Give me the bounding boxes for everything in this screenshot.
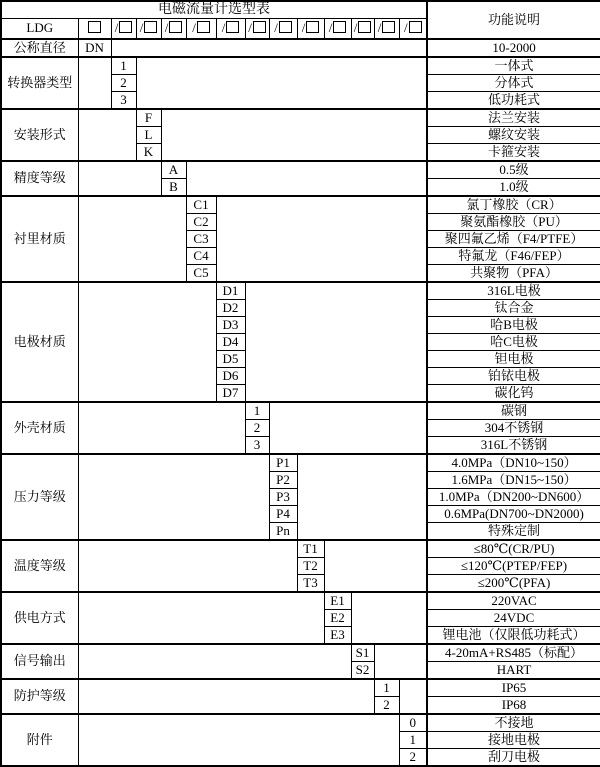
option-code: F — [136, 109, 161, 127]
option-code: 1 — [399, 731, 427, 748]
digit-box-icon — [119, 21, 132, 33]
digit-box-icon — [226, 21, 239, 33]
option-desc: 24VDC — [427, 609, 600, 626]
option-desc: 哈C电极 — [427, 333, 600, 350]
filler — [78, 402, 245, 454]
model-prefix-label: LDG — [1, 19, 78, 39]
option-desc: 钽电极 — [427, 350, 600, 367]
option-code: 3 — [245, 436, 269, 454]
model-digit-slot: / — [136, 19, 161, 39]
option-code: A — [161, 161, 186, 179]
option-desc: 4-20mA+RS485（标配） — [427, 644, 600, 662]
digit-box-icon — [279, 21, 292, 33]
section-label: 防护等级 — [1, 679, 78, 714]
filler — [399, 679, 427, 714]
filler — [269, 402, 427, 454]
option-desc: 特殊定制 — [427, 522, 600, 540]
option-desc: 共聚物（PFA） — [427, 264, 600, 282]
option-desc: 聚氨酯橡胶（PU） — [427, 213, 600, 230]
option-desc: 卡箍安装 — [427, 143, 600, 161]
digit-box-icon — [409, 21, 422, 33]
digit-box-icon — [144, 21, 157, 33]
option-desc: 低功耗式 — [427, 91, 600, 109]
option-code: E3 — [324, 626, 351, 644]
section-label: 附件 — [1, 714, 78, 766]
option-code: 3 — [111, 91, 136, 109]
section-label: 电极材质 — [1, 282, 78, 402]
option-desc: 聚四氟乙烯（F4/PTFE） — [427, 230, 600, 247]
option-code: E1 — [324, 592, 351, 610]
option-desc: 316L不锈钢 — [427, 436, 600, 454]
option-desc: IP65 — [427, 679, 600, 697]
option-code: 1 — [245, 402, 269, 420]
digit-box-icon — [382, 21, 395, 33]
filler — [78, 57, 111, 109]
filler — [324, 540, 427, 592]
section-label: 供电方式 — [1, 592, 78, 644]
model-digit-slot: / — [216, 19, 245, 39]
filler — [78, 282, 216, 402]
option-code: 0 — [399, 714, 427, 732]
option-desc: 1.6MPa（DN15~150） — [427, 471, 600, 488]
option-code: T2 — [297, 557, 324, 574]
model-digit-slot: / — [245, 19, 269, 39]
model-digit-slot: / — [161, 19, 186, 39]
option-code: K — [136, 143, 161, 161]
option-code: D3 — [216, 316, 245, 333]
option-desc: 10-2000 — [427, 39, 600, 57]
filler — [245, 282, 427, 402]
model-digit-slot: / — [374, 19, 399, 39]
filler — [161, 109, 427, 161]
filler — [78, 714, 399, 766]
option-desc: 螺纹安装 — [427, 126, 600, 143]
model-digit-slot: / — [186, 19, 216, 39]
option-desc: 一体式 — [427, 57, 600, 75]
option-desc: 哈B电极 — [427, 316, 600, 333]
filler — [186, 161, 427, 196]
filler — [111, 39, 427, 57]
filler — [78, 540, 297, 592]
filler — [78, 161, 161, 196]
option-code: 2 — [245, 419, 269, 436]
option-desc: 锂电池（仅限低功耗式） — [427, 626, 600, 644]
option-code: P4 — [269, 505, 297, 522]
option-code: T3 — [297, 574, 324, 592]
option-code: Pn — [269, 522, 297, 540]
filler — [351, 592, 427, 644]
option-desc: HART — [427, 661, 600, 679]
option-desc: 碳钢 — [427, 402, 600, 420]
option-code: 1 — [111, 57, 136, 75]
option-code: C5 — [186, 264, 216, 282]
section-label: 公称直径 — [1, 39, 78, 57]
option-desc: 碳化钨 — [427, 384, 600, 402]
option-code: B — [161, 178, 186, 196]
option-code: E2 — [324, 609, 351, 626]
option-code: S2 — [351, 661, 374, 679]
option-desc: ≤200℃(PFA) — [427, 574, 600, 592]
option-desc: ≤80℃(CR/PU) — [427, 540, 600, 558]
model-digit-slot: / — [351, 19, 374, 39]
filler — [78, 196, 186, 282]
option-code: L — [136, 126, 161, 143]
option-code: C1 — [186, 196, 216, 214]
table-title: 电磁流量计选型表 — [1, 1, 427, 19]
option-desc: 316L电极 — [427, 282, 600, 300]
section-label: 信号输出 — [1, 644, 78, 679]
option-code: 1 — [374, 679, 399, 697]
section-label: 温度等级 — [1, 540, 78, 592]
section-label: 安装形式 — [1, 109, 78, 161]
option-code: 2 — [374, 696, 399, 714]
option-code: D2 — [216, 299, 245, 316]
option-desc: 钛合金 — [427, 299, 600, 316]
section-label: 压力等级 — [1, 454, 78, 540]
option-desc: 0.5级 — [427, 161, 600, 179]
option-code: S1 — [351, 644, 374, 662]
option-code: D5 — [216, 350, 245, 367]
option-code: DN — [78, 39, 111, 57]
function-column-header: 功能说明 — [427, 1, 600, 39]
option-code: C4 — [186, 247, 216, 264]
option-desc: 接地电极 — [427, 731, 600, 748]
digit-box-icon — [197, 21, 210, 33]
filler — [374, 644, 427, 679]
digit-box-icon — [169, 21, 182, 33]
option-desc: 220VAC — [427, 592, 600, 610]
option-desc: 不接地 — [427, 714, 600, 732]
option-code: D7 — [216, 384, 245, 402]
option-code: D6 — [216, 367, 245, 384]
model-digit-slot: / — [297, 19, 324, 39]
filler — [136, 57, 427, 109]
filler — [78, 454, 269, 540]
option-desc: ≤120℃(PTEP/FEP) — [427, 557, 600, 574]
section-label: 外壳材质 — [1, 402, 78, 454]
option-code: P3 — [269, 488, 297, 505]
model-digit-slot: / — [269, 19, 297, 39]
section-label: 精度等级 — [1, 161, 78, 196]
option-desc: IP68 — [427, 696, 600, 714]
filler — [78, 592, 324, 644]
filler — [78, 679, 374, 714]
option-desc: 1.0级 — [427, 178, 600, 196]
option-desc: 1.0MPa（DN200~DN600） — [427, 488, 600, 505]
digit-box-icon — [306, 21, 319, 33]
option-desc: 特氟龙（F46/FEP） — [427, 247, 600, 264]
option-desc: 4.0MPa（DN10~150） — [427, 454, 600, 472]
option-desc: 刮刀电极 — [427, 748, 600, 766]
filler — [216, 196, 427, 282]
option-code: C2 — [186, 213, 216, 230]
section-label: 转换器类型 — [1, 57, 78, 109]
option-code: 2 — [111, 74, 136, 91]
model-digit-slot: / — [111, 19, 136, 39]
option-code: C3 — [186, 230, 216, 247]
option-desc: 氯丁橡胶（CR） — [427, 196, 600, 214]
digit-box-icon — [358, 21, 371, 33]
option-code: T1 — [297, 540, 324, 558]
digit-box-icon — [88, 21, 101, 33]
filler — [297, 454, 427, 540]
option-desc: 分体式 — [427, 74, 600, 91]
model-digit-slot: / — [324, 19, 351, 39]
option-desc: 法兰安装 — [427, 109, 600, 127]
section-label: 衬里材质 — [1, 196, 78, 282]
option-code: P2 — [269, 471, 297, 488]
digit-box-icon — [253, 21, 266, 33]
filler — [78, 109, 136, 161]
option-desc: 304不锈钢 — [427, 419, 600, 436]
option-code: D1 — [216, 282, 245, 300]
dn-digit-slot — [78, 19, 111, 39]
filler — [78, 644, 351, 679]
model-digit-slot: / — [399, 19, 427, 39]
option-desc: 铂铱电极 — [427, 367, 600, 384]
option-code: 2 — [399, 748, 427, 766]
option-code: P1 — [269, 454, 297, 472]
option-code: D4 — [216, 333, 245, 350]
option-desc: 0.6MPa(DN700~DN2000) — [427, 505, 600, 522]
digit-box-icon — [333, 21, 346, 33]
